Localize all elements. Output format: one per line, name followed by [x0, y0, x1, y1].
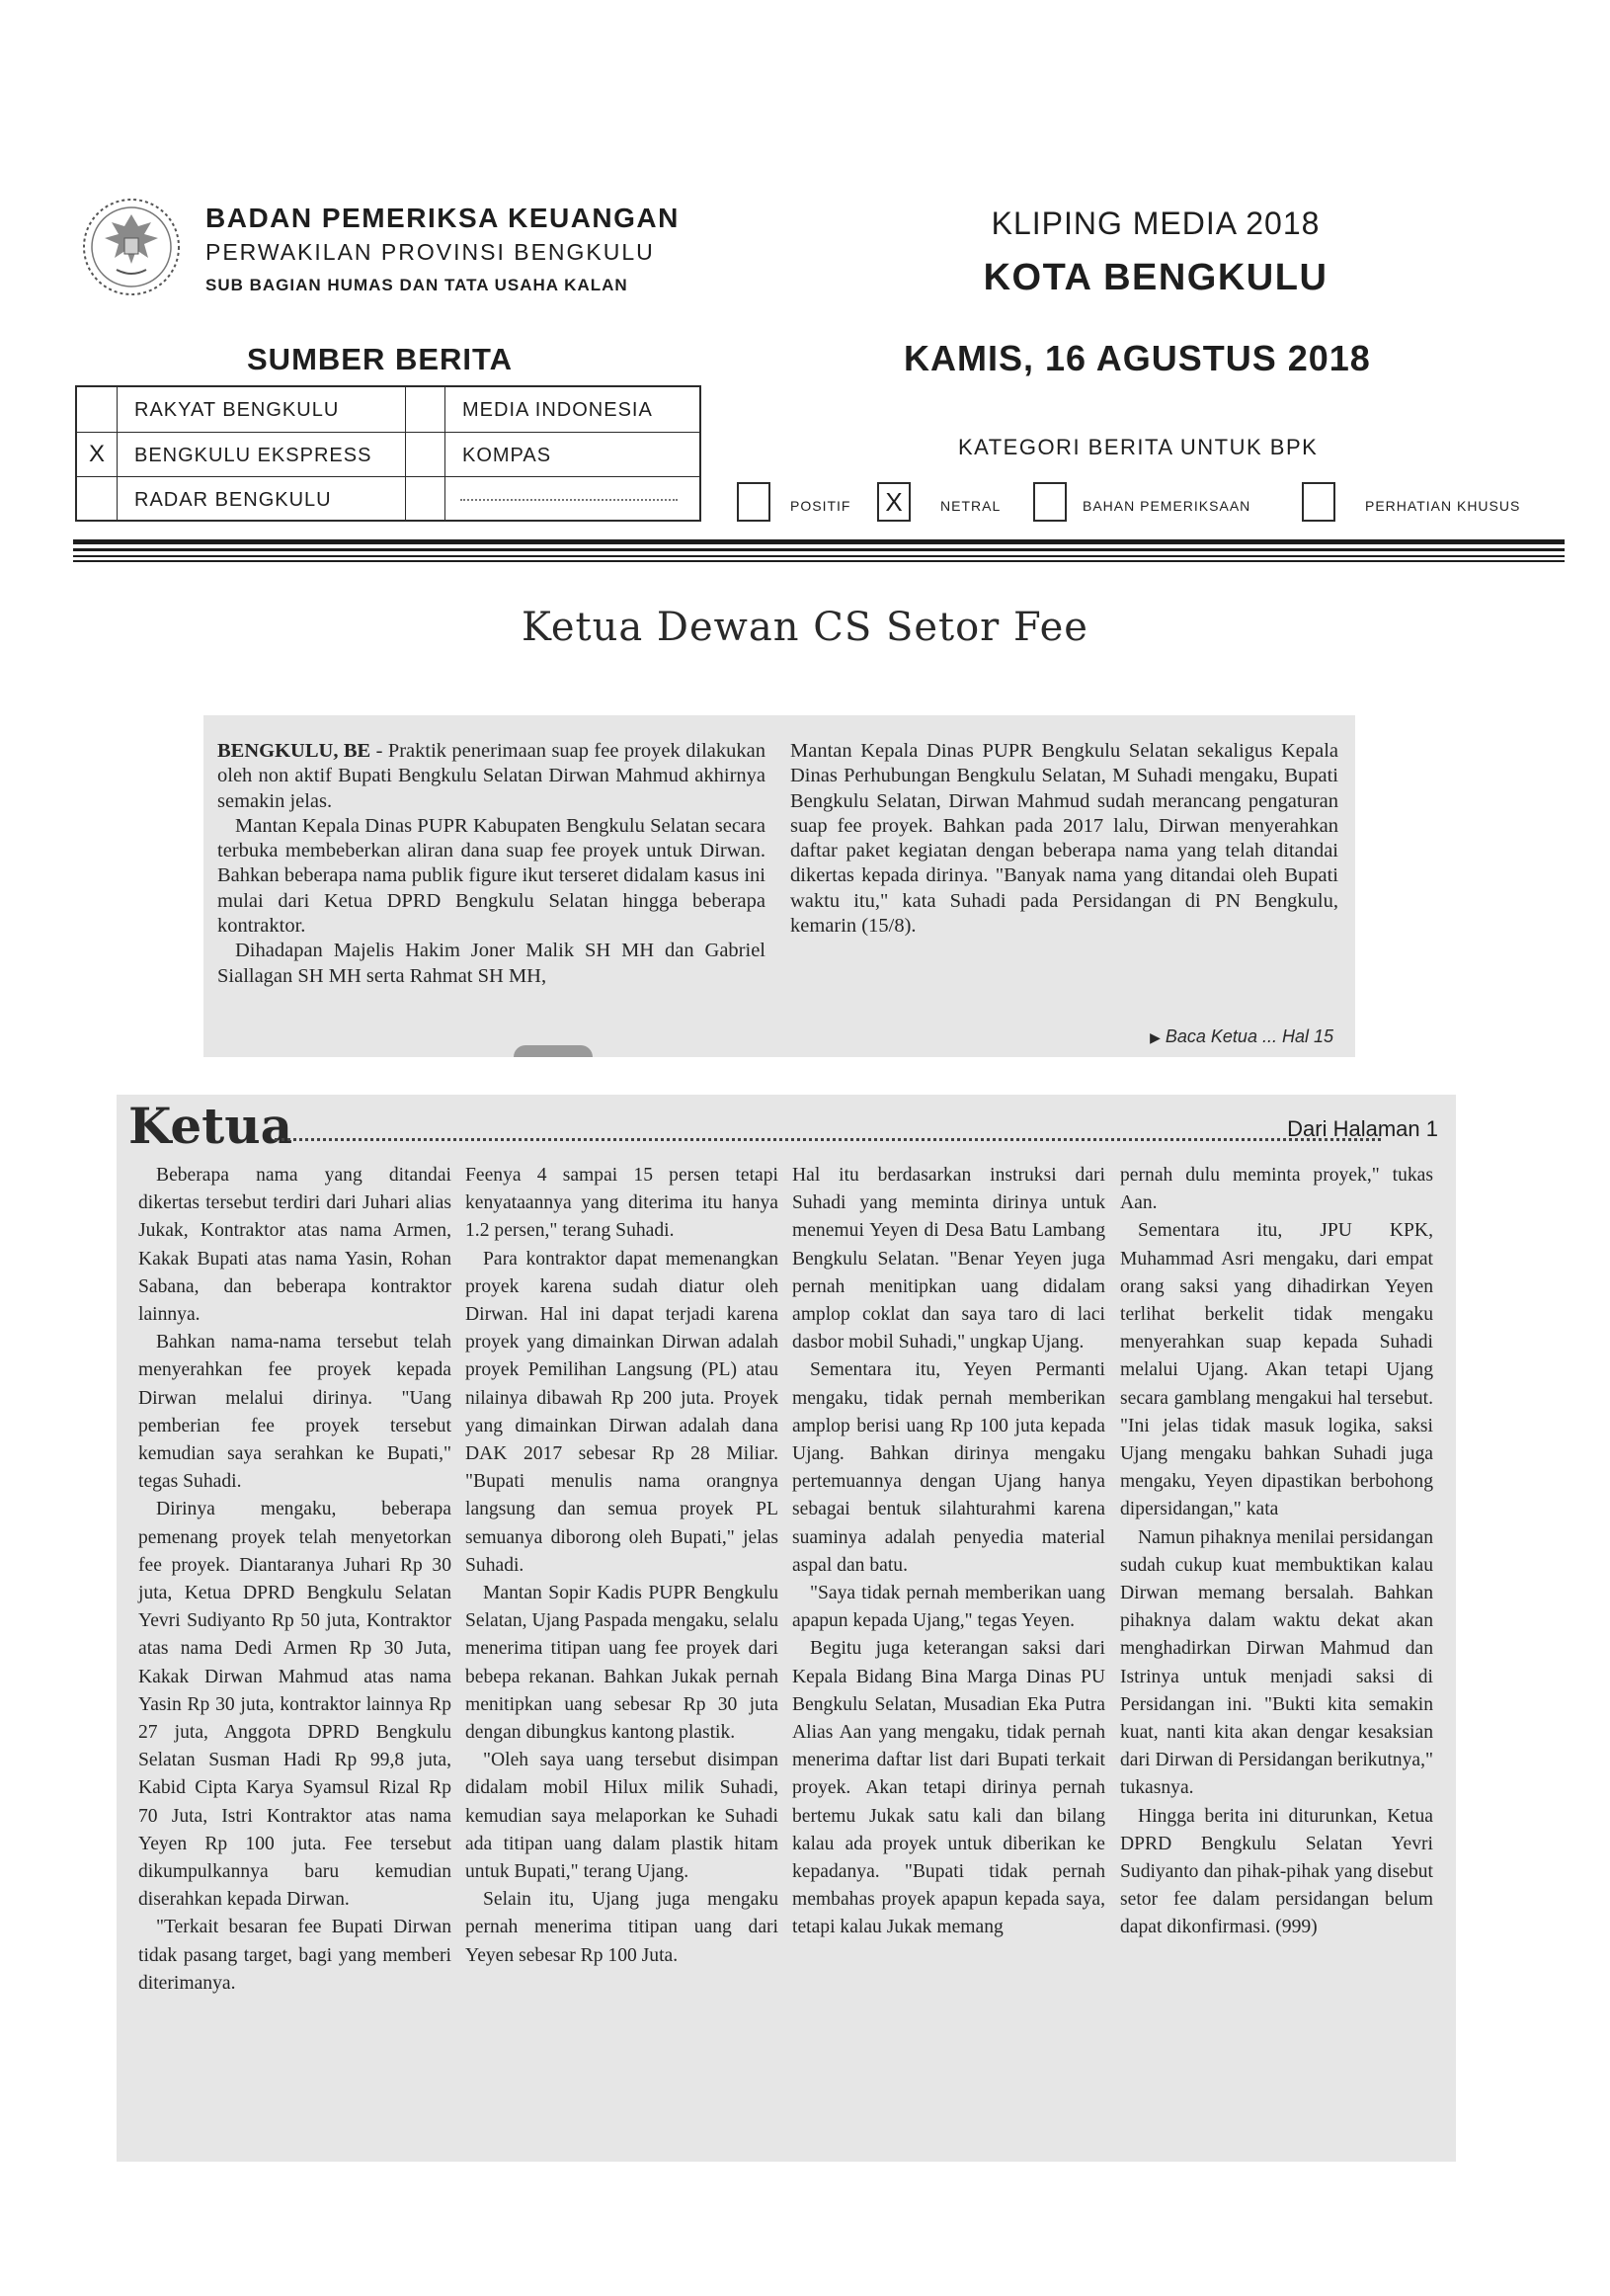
source-table [75, 385, 701, 522]
garuda-emblem-icon [77, 193, 186, 301]
org-division: SUB BAGIAN HUMAS DAN TATA USAHA KALAN [205, 276, 628, 294]
category-checkbox-netral[interactable]: X [877, 482, 911, 522]
source-label: SUMBER BERITA [247, 342, 514, 376]
city-title: KOTA BENGKULU [983, 257, 1328, 298]
continue-link[interactable]: ▶ Baca Ketua ... Hal 15 [1150, 1026, 1333, 1046]
front-paragraph: Mantan Kepala Dinas PUPR Bengkulu Selatan sekaligus Kepala Dinas Perhubungan Bengkulu Selatan, M Suhadi mengaku, Bupati Bengkulu Selatan, Dirwan Mahmud sudah merancang pengaturan suap fee proyek. Bahkan pada 2017 lalu, Dirwan menyerahkan daftar paket kegiatan dengan beberapa nama yang telah ditandai dikertas kepada dirinya. "Banyak nama yang ditandai oleh Bupati waktu itu," kata Suhadi pada Persidangan di PN Bengkulu, kemarin (15/8). [790, 740, 1338, 938]
clipping-shadow [514, 1045, 593, 1057]
jump-paragraph: Begitu juga keterangan saksi dari Kepala Bidang Bina Marga Dinas PU Bengkulu Selatan, Musadian Eka Putra Alias Aan yang mengaku, tidak pernah menerima daftar list dari Bupati terkait proyek. Akan tetapi dirinya pernah bertemu Jukak satu kali dan bilang kalau ada proyek untuk diberikan ke kepadanya. "Bupati tidak pernah membahas proyek apapun kepada saya, tetapi kalau Jukak memang [792, 1638, 1105, 1938]
jump-paragraph: "Saya tidak pernah memberikan uang apapun kepada Ujang," tegas Yeyen. [792, 1583, 1105, 1632]
article-headline: Ketua Dewan CS Setor Fee [522, 605, 1088, 650]
jump-paragraph: Para kontraktor dapat memenangkan proyek karena sudah diatur oleh Dirwan. Hal ini dapat terjadi karena proyek yang dimainkan Dirwan adalah proyek Pemilihan Langsung (PL) atau nilainya dibawah Rp 200 juta. Proyek yang dimainkan Dirwan adalah dana DAK 2017 sebesar Rp 28 Miliar. "Bupati menulis nama orangnya langsung dan semua proyek PL semuanya diborong oleh Bupati," jelas Suhadi. [465, 1248, 778, 1576]
date-label: KAMIS, 16 AGUSTUS 2018 [904, 338, 1371, 378]
jump-paragraph: Sementara itu, Yeyen Permanti mengaku, tidak pernah memberikan amplop berisi uang Rp 100 juta kepada Ujang. Bahkan dirinya mengaku pertemuannya dengan Ujang hanya sebagai bentuk silahturahmi karena suaminya adalah penyedia material aspal dan batu. [792, 1359, 1105, 1576]
jump-paragraph: Hal itu berdasarkan instruksi dari Suhadi yang meminta dirinya untuk menemui Yeyen di Desa Batu Lambang Bengkulu Selatan. "Benar Yeyen juga pernah menitipkan uang didalam amplop coklat dan saya taro di laci dasbor mobil Suhadi," ungkap Ujang. [792, 1165, 1105, 1353]
heading-leader [275, 1138, 1381, 1141]
source-name: KOMPAS [462, 445, 552, 466]
jump-from-label: Dari Halaman 1 [1287, 1116, 1438, 1141]
jump-column-4 [1120, 1162, 1433, 1942]
source-name: BENGKULU EKSPRESS [134, 445, 372, 466]
jump-paragraph: Sementara itu, JPU KPK, Muhammad Asri mengaku, dari empat orang saksi yang dihadirkan Yeyen terlihat berkelit tidak mengaku menyerahkan suap kepada Suhadi melalui Ujang. Akan tetapi Ujang secara gamblang mengakui hal tersebut. "Ini jelas tidak masuk logika, saksi Ujang mengaku bahkan Suhadi juga mengaku, Yeyen dipastikan berbohong dipersidangan," kata [1120, 1220, 1433, 1520]
header-rule [73, 539, 1565, 544]
header-rule [73, 548, 1565, 551]
jump-paragraph: "Oleh saya uang tersebut disimpan didalam mobil Hilux milik Suhadi, kemudian saya melaporkan ke Suhadi ada titipan uang dalam plastik hitam untuk Bupati," terang Ujang. [465, 1750, 778, 1883]
jump-column-3 [792, 1162, 1105, 1942]
category-label-perhatian: PERHATIAN KHUSUS [1365, 498, 1521, 514]
front-paragraph: Dihadapan Majelis Hakim Joner Malik SH MH dan Gabriel Siallagan SH MH serta Rahmat SH MH, [217, 940, 765, 987]
jump-paragraph: Feenya 4 sampai 15 persen tetapi kenyataannya yang diterima itu hanya 1.2 persen," terang Suhadi. [465, 1165, 778, 1242]
jump-page-clipping [117, 1095, 1456, 2162]
category-checkbox-positif[interactable] [737, 482, 770, 522]
category-checkbox-bahan[interactable] [1033, 482, 1067, 522]
category-label: KATEGORI BERITA UNTUK BPK [958, 435, 1319, 459]
category-label-bahan: BAHAN PEMERIKSAAN [1083, 498, 1251, 514]
org-branch: PERWAKILAN PROVINSI BENGKULU [205, 239, 655, 265]
jump-paragraph: Hingga berita ini diturunkan, Ketua DPRD Bengkulu Selatan Yevri Sudiyanto dan pihak-pihak yang disebut setor fee dalam persidangan belum dapat dikonfirmasi. (999) [1120, 1805, 1433, 1938]
dateline: BENGKULU, BE [217, 740, 371, 762]
source-name: RADAR BENGKULU [134, 489, 332, 511]
category-label-netral: NETRAL [940, 498, 1002, 514]
arrow-right-icon: ▶ [1150, 1029, 1161, 1045]
jump-paragraph: Bahkan nama-nama tersebut telah menyerahkan fee proyek kepada Dirwan melalui dirinya. "Uang pemberian fee proyek tersebut kemudian saya serahkan ke Bupati," tegas Suhadi. [138, 1332, 451, 1493]
blank-source-line [460, 499, 678, 501]
jump-column-1 [138, 1162, 451, 1998]
kliping-title: KLIPING MEDIA 2018 [991, 205, 1321, 241]
jump-paragraph: Selain itu, Ujang juga mengaku pernah menerima titipan uang dari Yeyen sebesar Rp 100 Juta. [465, 1889, 778, 1966]
jump-paragraph: Beberapa nama yang ditandai dikertas tersebut terdiri dari Juhari alias Jukak, Kontraktor atas nama Armen, Kakak Bupati atas nama Yasin, Rohan Sabana, dan beberapa kontraktor lainnya. [138, 1165, 451, 1326]
jump-column-2 [465, 1162, 778, 1970]
category-label-positif: POSITIF [790, 498, 851, 514]
source-mark: X [89, 441, 106, 467]
jump-paragraph: pernah dulu meminta proyek," tukas Aan. [1120, 1165, 1433, 1214]
front-paragraph: Mantan Kepala Dinas PUPR Kabupaten Bengkulu Selatan secara terbuka membeberkan aliran dana suap fee proyek untuk Dirwan. Bahkan beberapa nama publik figure ikut terseret didalam kasus ini mulai dari Ketua DPRD Bengkulu Selatan hingga beberapa kontraktor. [217, 814, 765, 938]
category-checkbox-perhatian[interactable] [1302, 482, 1335, 522]
source-name: MEDIA INDONESIA [462, 399, 653, 421]
front-paragraph: BENGKULU, BE - Praktik penerimaan suap fee proyek dilakukan oleh non aktif Bupati Bengkulu Selatan Dirwan Mahmud akhirnya semakin jelas. [217, 740, 766, 812]
front-column-2 [790, 739, 1338, 939]
front-column-1 [217, 739, 765, 989]
jump-paragraph: Namun pihaknya menilai persidangan sudah cukup kuat membuktikan kalau Dirwan memang bersalah. Bahkan pihaknya dalam waktu dekat akan menghadirkan Dirwan Mahmud dan Istrinya untuk menjadi saksi di Persidangan ini. "Bukti kita semakin kuat, nanti kita akan dengar kesaksian dari Dirwan di Persidangan berikutnya," tukasnya. [1120, 1526, 1433, 1799]
jump-paragraph: Mantan Sopir Kadis PUPR Bengkulu Selatan, Ujang Paspada mengaku, selalu menerima titipan uang fee proyek dari bebepa rekanan. Bahkan Jukak pernah menitipkan uang sebesar Rp 30 juta dengan dibungkus kantong plastik. [465, 1583, 778, 1744]
header-rule [73, 555, 1565, 557]
jump-paragraph: Dirinya mengaku, beberapa pemenang proyek telah menyetorkan fee proyek. Diantaranya Juhari Rp 30 juta, Ketua DPRD Bengkulu Selatan Yevri Sudiyanto Rp 50 juta, Kontraktor atas nama Dedi Armen Rp 30 Juta, Kakak Dirwan Mahmud atas nama Yasin Rp 30 juta, kontraktor lainnya Rp 27 juta, Anggota DPRD Bengkulu Selatan Susman Hadi Rp 99,8 juta, Kabid Cipta Karya Syamsul Rizal Rp 70 Juta, Istri Kontraktor atas nama Yeyen Rp 100 juta. Fee tersebut dikumpulkannya baru kemudian diserahkan kepada Dirwan. [138, 1499, 451, 1911]
org-name: BADAN PEMERIKSA KEUANGAN [205, 203, 680, 233]
jump-paragraph: "Terkait besaran fee Bupati Dirwan tidak pasang target, bagi yang memberi diterimanya. [138, 1917, 451, 1994]
source-name: RAKYAT BENGKULU [134, 399, 340, 421]
header-rule [73, 560, 1565, 562]
jump-heading: Ketua [128, 1097, 293, 1155]
front-page-clipping [203, 715, 1355, 1057]
